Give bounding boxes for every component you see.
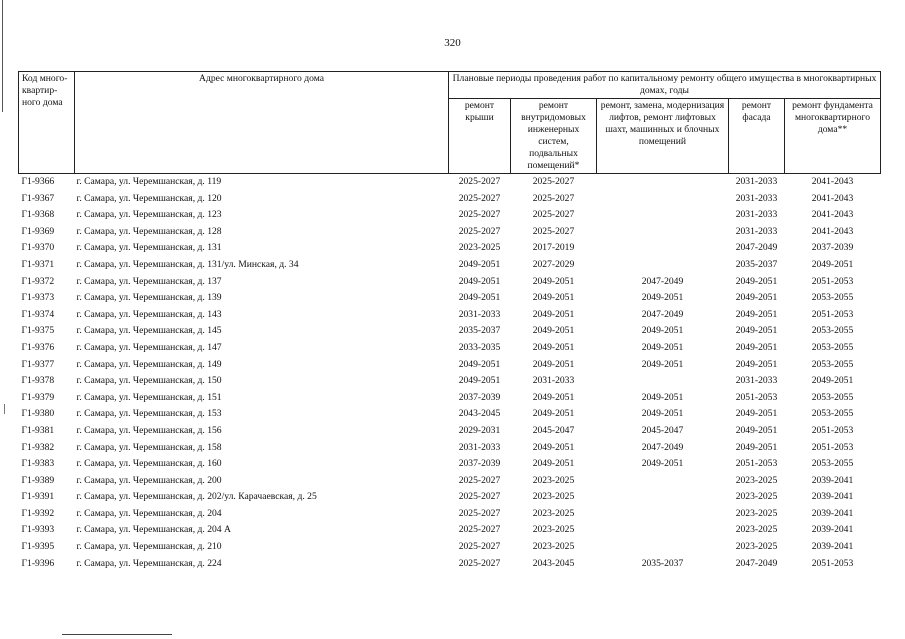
cell-systems: 2025-2027 [532, 176, 575, 187]
header-facade: ремонт фасада [729, 99, 785, 174]
cell-address: г. Самара, ул. Черемшанская, д. 131/ул. Минская, д. 34 [76, 258, 299, 270]
cell-roof: 2025-2027 [458, 491, 501, 503]
table-row [19, 174, 881, 191]
cell-facade: 2047-2049 [735, 557, 778, 569]
cell-roof: 2049-2051 [458, 275, 501, 287]
cell-systems: 2049-2051 [532, 292, 575, 304]
cell-roof: 2029-2031 [458, 424, 501, 436]
cell-address: г. Самара, ул. Черемшанская, д. 123 [76, 209, 222, 221]
cell-roof: 2049-2051 [458, 375, 501, 387]
table-row [19, 274, 881, 291]
cell-elevators: 2049-2051 [641, 408, 684, 420]
cell-address: г. Самара, ул. Черемшанская, д. 151 [76, 391, 222, 403]
cell-foundation: 2053-2055 [811, 391, 854, 403]
cell-foundation: 2041-2043 [811, 209, 854, 221]
cell-elevators: 2045-2047 [641, 424, 684, 436]
cell-facade: 2031-2033 [735, 209, 778, 221]
repair-schedule-table [18, 71, 881, 572]
cell-code: Г1-9366 [21, 176, 55, 187]
cell-elevators: 2035-2037 [641, 557, 684, 569]
cell-address: г. Самара, ул. Черемшанская, д. 119 [76, 176, 222, 187]
cell-systems: 2023-2025 [532, 491, 575, 503]
cell-code: Г1-9372 [21, 275, 55, 287]
cell-foundation: 2053-2055 [811, 325, 854, 337]
table-body [19, 174, 881, 573]
cell-roof: 2049-2051 [458, 258, 501, 270]
cell-facade: 2049-2051 [735, 325, 778, 337]
table-row [19, 456, 881, 473]
cell-facade: 2047-2049 [735, 242, 778, 254]
cell-address: г. Самара, ул. Черемшанская, д. 139 [76, 292, 222, 304]
cell-address: г. Самара, ул. Черемшанская, д. 204 А [76, 524, 231, 536]
cell-address: г. Самара, ул. Черемшанская, д. 120 [76, 192, 222, 204]
cell-facade: 2049-2051 [735, 275, 778, 287]
cell-facade: 2031-2033 [735, 225, 778, 237]
cell-roof: 2025-2027 [458, 507, 501, 519]
table-row [19, 522, 881, 539]
cell-elevators [597, 174, 729, 191]
cell-address: г. Самара, ул. Черемшанская, д. 158 [76, 441, 222, 453]
cell-address: г. Самара, ул. Черемшанская, д. 145 [76, 325, 222, 337]
table-row [19, 207, 881, 224]
cell-foundation: 2051-2053 [811, 308, 854, 320]
header-foundation: ремонт фундамента многоквартирного дома** [785, 99, 881, 174]
cell-roof: 2025-2027 [458, 524, 501, 536]
cell-elevators [597, 191, 729, 208]
cell-elevators: 2049-2051 [641, 325, 684, 337]
cell-systems: 2049-2051 [532, 408, 575, 420]
cell-code: Г1-9389 [21, 474, 55, 486]
cell-elevators: 2047-2049 [641, 308, 684, 320]
cell-roof: 2025-2027 [458, 474, 501, 486]
cell-foundation: 2041-2043 [811, 225, 854, 237]
cell-systems: 2049-2051 [532, 358, 575, 370]
cell-systems: 2023-2025 [532, 507, 575, 519]
cell-code: Г1-9379 [21, 391, 55, 403]
cell-code: Г1-9392 [21, 507, 55, 519]
table-row [19, 257, 881, 274]
cell-systems: 2023-2025 [532, 474, 575, 486]
cell-systems: 2027-2029 [532, 258, 575, 270]
cell-elevators: 2047-2049 [641, 275, 684, 287]
cell-facade: 2049-2051 [735, 424, 778, 436]
cell-facade: 2049-2051 [735, 292, 778, 304]
table-row [19, 390, 881, 407]
cell-foundation: 2053-2055 [811, 292, 854, 304]
cell-systems: 2031-2033 [532, 375, 575, 387]
cell-systems: 2017-2019 [532, 242, 575, 254]
cell-code: Г1-9382 [21, 441, 55, 453]
table-row [19, 556, 881, 573]
cell-roof: 2025-2027 [458, 209, 501, 221]
cell-facade: 2049-2051 [735, 341, 778, 353]
cell-facade: 2031-2033 [735, 375, 778, 387]
cell-foundation: 2039-2041 [811, 507, 854, 519]
cell-facade: 2023-2025 [735, 491, 778, 503]
footnote-rule [62, 634, 172, 635]
cell-facade: 2023-2025 [735, 524, 778, 536]
table-row [19, 357, 881, 374]
cell-foundation: 2039-2041 [811, 491, 854, 503]
cell-foundation: 2041-2043 [811, 176, 854, 187]
cell-address: г. Самара, ул. Черемшанская, д. 131 [76, 242, 222, 254]
cell-foundation: 2039-2041 [811, 524, 854, 536]
cell-roof: 2035-2037 [458, 325, 501, 337]
cell-elevators [597, 506, 729, 523]
header-code: Код много-квартир-ного дома [19, 72, 75, 174]
cell-roof: 2023-2025 [458, 242, 501, 254]
cell-foundation: 2053-2055 [811, 341, 854, 353]
cell-systems: 2049-2051 [532, 458, 575, 470]
cell-systems: 2049-2051 [532, 275, 575, 287]
cell-foundation: 2049-2051 [811, 258, 854, 270]
cell-roof: 2049-2051 [458, 292, 501, 304]
header-roof: ремонт крыши [449, 99, 511, 174]
cell-elevators [597, 539, 729, 556]
cell-roof: 2025-2027 [458, 541, 501, 553]
page-number: 320 [444, 37, 461, 49]
cell-code: Г1-9374 [21, 308, 55, 320]
cell-code: Г1-9376 [21, 341, 55, 353]
cell-code: Г1-9395 [21, 541, 55, 553]
cell-elevators: 2049-2051 [641, 341, 684, 353]
table-row [19, 473, 881, 490]
cell-code: Г1-9380 [21, 408, 55, 420]
cell-facade: 2051-2053 [735, 391, 778, 403]
cell-address: г. Самара, ул. Черемшанская, д. 149 [76, 358, 222, 370]
header-planned-periods: Плановые периоды проведения работ по капитальному ремонту общего имущества в многоквартирных домах, годы [449, 72, 881, 99]
cell-systems: 2025-2027 [532, 192, 575, 204]
cell-foundation: 2053-2055 [811, 408, 854, 420]
table-row [19, 240, 881, 257]
cell-code: Г1-9371 [21, 258, 55, 270]
cell-address: г. Самара, ул. Черемшанская, д. 128 [76, 225, 222, 237]
cell-address: г. Самара, ул. Черемшанская, д. 204 [76, 507, 222, 519]
cell-systems: 2025-2027 [532, 209, 575, 221]
cell-systems: 2045-2047 [532, 424, 575, 436]
cell-elevators [597, 373, 729, 390]
cell-code: Г1-9396 [21, 557, 55, 569]
cell-roof: 2037-2039 [458, 458, 501, 470]
cell-code: Г1-9393 [21, 524, 55, 536]
left-margin-mark [4, 404, 5, 414]
cell-facade: 2023-2025 [735, 507, 778, 519]
cell-address: г. Самара, ул. Черемшанская, д. 156 [76, 424, 222, 436]
cell-foundation: 2053-2055 [811, 458, 854, 470]
cell-address: г. Самара, ул. Черемшанская, д. 153 [76, 408, 222, 420]
table-header [19, 72, 881, 174]
cell-code: Г1-9369 [21, 225, 55, 237]
cell-code: Г1-9377 [21, 358, 55, 370]
cell-roof: 2031-2033 [458, 441, 501, 453]
header-elevators: ремонт, замена, модернизация лифтов, ремонт лифтовых шахт, машинных и блочных помещений [597, 99, 729, 174]
cell-roof: 2031-2033 [458, 308, 501, 320]
table-row [19, 489, 881, 506]
cell-facade: 2031-2033 [735, 176, 778, 187]
cell-code: Г1-9383 [21, 458, 55, 470]
table-row [19, 340, 881, 357]
table-row [19, 224, 881, 241]
cell-elevators: 2049-2051 [641, 292, 684, 304]
cell-roof: 2025-2027 [458, 557, 501, 569]
cell-elevators [597, 224, 729, 241]
cell-systems: 2049-2051 [532, 441, 575, 453]
table-row [19, 323, 881, 340]
cell-systems: 2049-2051 [532, 308, 575, 320]
cell-foundation: 2049-2051 [811, 375, 854, 387]
cell-roof: 2025-2027 [458, 192, 501, 204]
table-row [19, 290, 881, 307]
cell-facade: 2049-2051 [735, 358, 778, 370]
cell-elevators [597, 207, 729, 224]
cell-code: Г1-9370 [21, 242, 55, 254]
cell-foundation: 2053-2055 [811, 358, 854, 370]
cell-code: Г1-9367 [21, 192, 55, 204]
cell-roof: 2037-2039 [458, 391, 501, 403]
left-margin-rule [2, 0, 3, 112]
cell-foundation: 2037-2039 [811, 242, 854, 254]
cell-foundation: 2039-2041 [811, 541, 854, 553]
cell-systems: 2049-2051 [532, 341, 575, 353]
table-row [19, 423, 881, 440]
cell-code: Г1-9381 [21, 424, 55, 436]
cell-roof: 2033-2035 [458, 341, 501, 353]
cell-address: г. Самара, ул. Черемшанская, д. 160 [76, 458, 222, 470]
cell-address: г. Самара, ул. Черемшанская, д. 147 [76, 341, 222, 353]
cell-roof: 2049-2051 [458, 358, 501, 370]
cell-code: Г1-9378 [21, 375, 55, 387]
cell-facade: 2031-2033 [735, 192, 778, 204]
cell-systems: 2025-2027 [532, 225, 575, 237]
table-row [19, 506, 881, 523]
cell-code: Г1-9391 [21, 491, 55, 503]
cell-address: г. Самара, ул. Черемшанская, д. 143 [76, 308, 222, 320]
cell-foundation: 2051-2053 [811, 275, 854, 287]
cell-elevators [597, 489, 729, 506]
cell-facade: 2035-2037 [735, 258, 778, 270]
cell-code: Г1-9373 [21, 292, 55, 304]
cell-code: Г1-9368 [21, 209, 55, 221]
cell-foundation: 2041-2043 [811, 192, 854, 204]
table-row [19, 191, 881, 208]
cell-elevators [597, 473, 729, 490]
header-address: Адрес многоквартирного дома [75, 72, 449, 174]
cell-elevators: 2049-2051 [641, 458, 684, 470]
cell-foundation: 2051-2053 [811, 441, 854, 453]
cell-elevators: 2047-2049 [641, 441, 684, 453]
cell-address: г. Самара, ул. Черемшанская, д. 150 [76, 375, 222, 387]
table-row [19, 307, 881, 324]
cell-facade: 2049-2051 [735, 408, 778, 420]
cell-elevators [597, 522, 729, 539]
cell-systems: 2023-2025 [532, 541, 575, 553]
table-row [19, 539, 881, 556]
cell-address: г. Самара, ул. Черемшанская, д. 200 [76, 474, 222, 486]
cell-facade: 2051-2053 [735, 458, 778, 470]
cell-roof: 2025-2027 [458, 225, 501, 237]
cell-elevators [597, 240, 729, 257]
cell-systems: 2049-2051 [532, 325, 575, 337]
cell-code: Г1-9375 [21, 325, 55, 337]
cell-roof: 2043-2045 [458, 408, 501, 420]
table-row [19, 373, 881, 390]
cell-systems: 2049-2051 [532, 391, 575, 403]
cell-elevators [597, 257, 729, 274]
cell-foundation: 2051-2053 [811, 557, 854, 569]
cell-systems: 2023-2025 [532, 524, 575, 536]
cell-foundation: 2039-2041 [811, 474, 854, 486]
cell-elevators: 2049-2051 [641, 391, 684, 403]
cell-address: г. Самара, ул. Черемшанская, д. 202/ул. Карачаевская, д. 25 [76, 491, 317, 503]
cell-facade: 2023-2025 [735, 541, 778, 553]
cell-address: г. Самара, ул. Черемшанская, д. 137 [76, 275, 222, 287]
table-row [19, 440, 881, 457]
cell-systems: 2043-2045 [532, 557, 575, 569]
header-engineering-systems: ремонт внутридомовых инженерных систем, подвальных помещений* [511, 99, 597, 174]
cell-address: г. Самара, ул. Черемшанская, д. 210 [76, 541, 222, 553]
cell-foundation: 2051-2053 [811, 424, 854, 436]
cell-elevators: 2049-2051 [641, 358, 684, 370]
cell-facade: 2049-2051 [735, 441, 778, 453]
cell-facade: 2049-2051 [735, 308, 778, 320]
cell-roof: 2025-2027 [458, 176, 501, 187]
table-row [19, 406, 881, 423]
cell-facade: 2023-2025 [735, 474, 778, 486]
cell-address: г. Самара, ул. Черемшанская, д. 224 [76, 557, 222, 569]
